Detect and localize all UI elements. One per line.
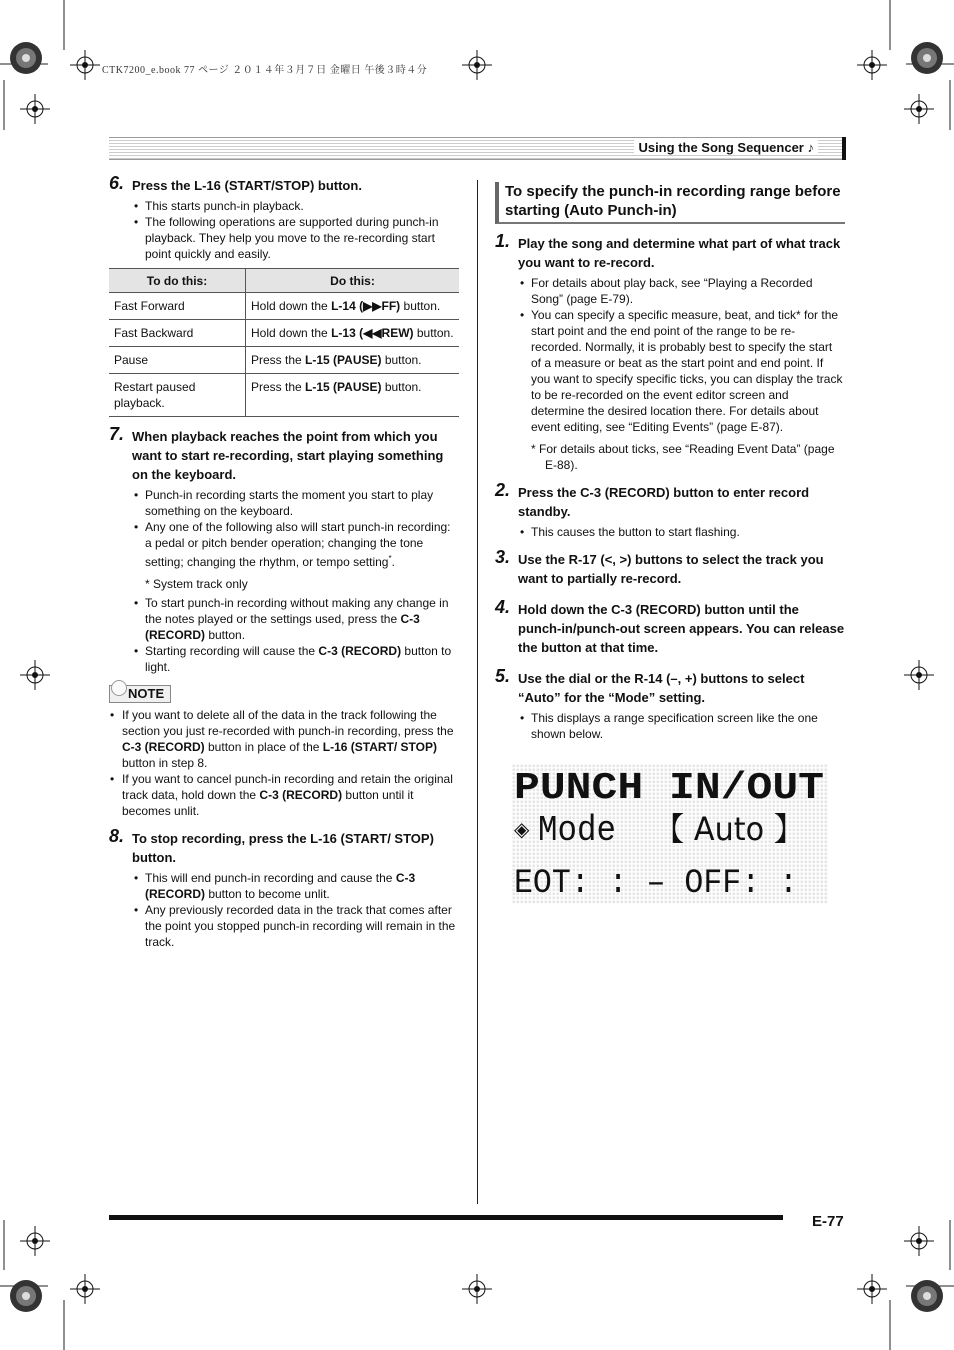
step-8 [109, 826, 459, 950]
step-number: 3. [495, 547, 511, 567]
right-column [495, 182, 845, 748]
table-row [109, 374, 459, 417]
list-item: • If you want to delete all of the data in the track following the section you just re-recorded with punch-in recording, press the C-3 (RECORD) button in place of the L-16 (START/ STOP) button in step 8. [109, 707, 459, 771]
bullet-list [132, 870, 459, 950]
column-divider [477, 180, 478, 1204]
list-item: • The following operations are supported during punch-in playback. They help you move to the re-recording start point quickly and easily. [132, 214, 459, 262]
left-column [109, 173, 459, 956]
step-title: Play the song and determine what part of what track you want to re-record. [518, 236, 841, 270]
registration-mark-icon [20, 94, 50, 124]
step-title: To stop recording, press the L-16 (START/ STOP) button. [132, 831, 434, 865]
registration-mark-icon [70, 50, 100, 80]
rosette-icon [6, 38, 46, 78]
footer-rule [109, 1215, 783, 1220]
step-number: 8. [109, 826, 125, 846]
header-end-bar [842, 137, 846, 160]
rosette-icon [907, 38, 947, 78]
registration-mark-icon [904, 1226, 934, 1256]
list-item: • This will end punch-in recording and cause the C-3 (RECORD) button to become unlit. [132, 870, 459, 902]
bullet-list [518, 275, 845, 435]
table-cell: Restart paused playback. [109, 374, 246, 417]
table-header: To do this: [109, 269, 246, 293]
step-3 [495, 547, 845, 588]
registration-mark-icon [857, 1274, 887, 1304]
lcd-line-3: EOT: : – OFF: : [514, 865, 798, 903]
step-number: 1. [495, 231, 511, 251]
list-item: • Any previously recorded data in the track that comes after the point you stopped punch-in recording will remain in the track. [132, 902, 459, 950]
list-item: • This displays a range specification screen like the one shown below. [518, 710, 845, 742]
footnote: * For details about ticks, see “Reading Event Data” (page E-88). [531, 442, 835, 472]
note-heading: NOTE [109, 685, 171, 703]
registration-mark-icon [904, 94, 934, 124]
step-4 [495, 597, 845, 657]
list-item: • This starts punch-in playback. [132, 198, 459, 214]
list-item: • Any one of the following also will start punch-in recording: a pedal or pitch bender operation; changing the tone setting; changing the rhythm, or tempo setting*. [132, 519, 459, 570]
step-title: Use the R-17 (<, >) buttons to select the track you want to partially re-record. [518, 552, 824, 586]
bullet-list [132, 198, 459, 262]
lcd-screen-illustration [512, 764, 828, 904]
registration-mark-icon [70, 1274, 100, 1304]
step-7 [109, 424, 459, 675]
table-header: Do this: [246, 269, 460, 293]
step-2 [495, 480, 845, 540]
table-cell: Hold down the L-14 (▶▶FF) button. [246, 293, 460, 320]
bullet-list [132, 487, 459, 570]
table-row [109, 293, 459, 320]
step-title: Hold down the C-3 (RECORD) button until the punch-in/punch-out screen appears. You can release the button at that time. [518, 602, 845, 655]
note-block [109, 685, 459, 819]
table-header-row [109, 269, 459, 293]
table-cell: Press the L-15 (PAUSE) button. [246, 347, 460, 374]
list-item: • This causes the button to start flashing. [518, 524, 845, 540]
header-title: Using the Song Sequencer ♪ [634, 140, 818, 155]
registration-mark-icon [20, 660, 50, 690]
list-item: • Punch-in recording starts the moment you start to play something on the keyboard. [132, 487, 459, 519]
lightbulb-icon [111, 680, 127, 696]
bullet-list [518, 524, 845, 540]
step-number: 2. [495, 480, 511, 500]
list-item: • To start punch-in recording without making any change in the notes played or the settings used, press the C-3 (RECORD) button. [132, 595, 459, 643]
table-cell: Pause [109, 347, 246, 374]
table-cell: Fast Forward [109, 293, 246, 320]
lcd-arrow-icon: ◈ [514, 817, 530, 841]
music-note-icon: ♪ [807, 140, 814, 155]
table-cell: Press the L-15 (PAUSE) button. [246, 374, 460, 417]
step-1 [495, 231, 845, 473]
footnote: * System track only [145, 577, 248, 591]
registration-mark-icon [857, 50, 887, 80]
step-number: 7. [109, 424, 125, 444]
registration-mark-icon [904, 660, 934, 690]
bullet-list [518, 710, 845, 742]
step-number: 5. [495, 666, 511, 686]
lcd-line-2-label: Mode [538, 810, 616, 851]
step-number: 6. [109, 173, 125, 193]
file-info: CTK7200_e.book 77 ページ ２０１４年３月７日 金曜日 午後３時４分 [102, 65, 428, 76]
step-6 [109, 173, 459, 262]
lcd-line-2-value: 【 Auto 】 [654, 810, 804, 848]
lcd-line-1: PUNCH IN/OUT [514, 767, 824, 810]
rosette-icon [907, 1276, 947, 1316]
list-item: • For details about play back, see “Playing a Recorded Song” (page E-79). [518, 275, 845, 307]
note-list [109, 707, 459, 819]
bullet-list [132, 595, 459, 675]
step-title: Press the L-16 (START/STOP) button. [132, 178, 362, 193]
list-item: • Starting recording will cause the C-3 (RECORD) button to light. [132, 643, 459, 675]
section-heading: To specify the punch-in recording range before starting (Auto Punch-in) [495, 182, 845, 224]
registration-mark-icon [20, 1226, 50, 1256]
registration-mark-icon [462, 1274, 492, 1304]
table-cell: Hold down the L-13 (◀◀REW) button. [246, 320, 460, 347]
page-number: E-77 [812, 1213, 844, 1230]
step-number: 4. [495, 597, 511, 617]
list-item: • If you want to cancel punch-in recording and retain the original track data, hold down the C-3 (RECORD) button until it becomes unlit. [109, 771, 459, 819]
step-5 [495, 666, 845, 742]
step-title: Press the C-3 (RECORD) button to enter record standby. [518, 485, 810, 519]
table-row [109, 320, 459, 347]
step-title: Use the dial or the R-14 (–, +) buttons to select “Auto” for the “Mode” setting. [518, 671, 805, 705]
list-item: • You can specify a specific measure, beat, and tick* for the start point and the end point of the range to be re-recorded. Normally, it is probably best to specify the start of a measure or beat as the start point and end point. If you want to specify specific ticks, you can display the track to be re-recorded on the event editor screen and determine the desired location there. For details about event editing, see “Editing Events” (page E-87). [518, 307, 845, 435]
step-title: When playback reaches the point from which you want to start re-recording, start playing something on the keyboard. [132, 429, 444, 482]
operations-table [109, 268, 459, 417]
rosette-icon [6, 1276, 46, 1316]
table-cell: Fast Backward [109, 320, 246, 347]
table-row [109, 347, 459, 374]
running-header [109, 137, 842, 160]
registration-mark-icon [462, 50, 492, 80]
